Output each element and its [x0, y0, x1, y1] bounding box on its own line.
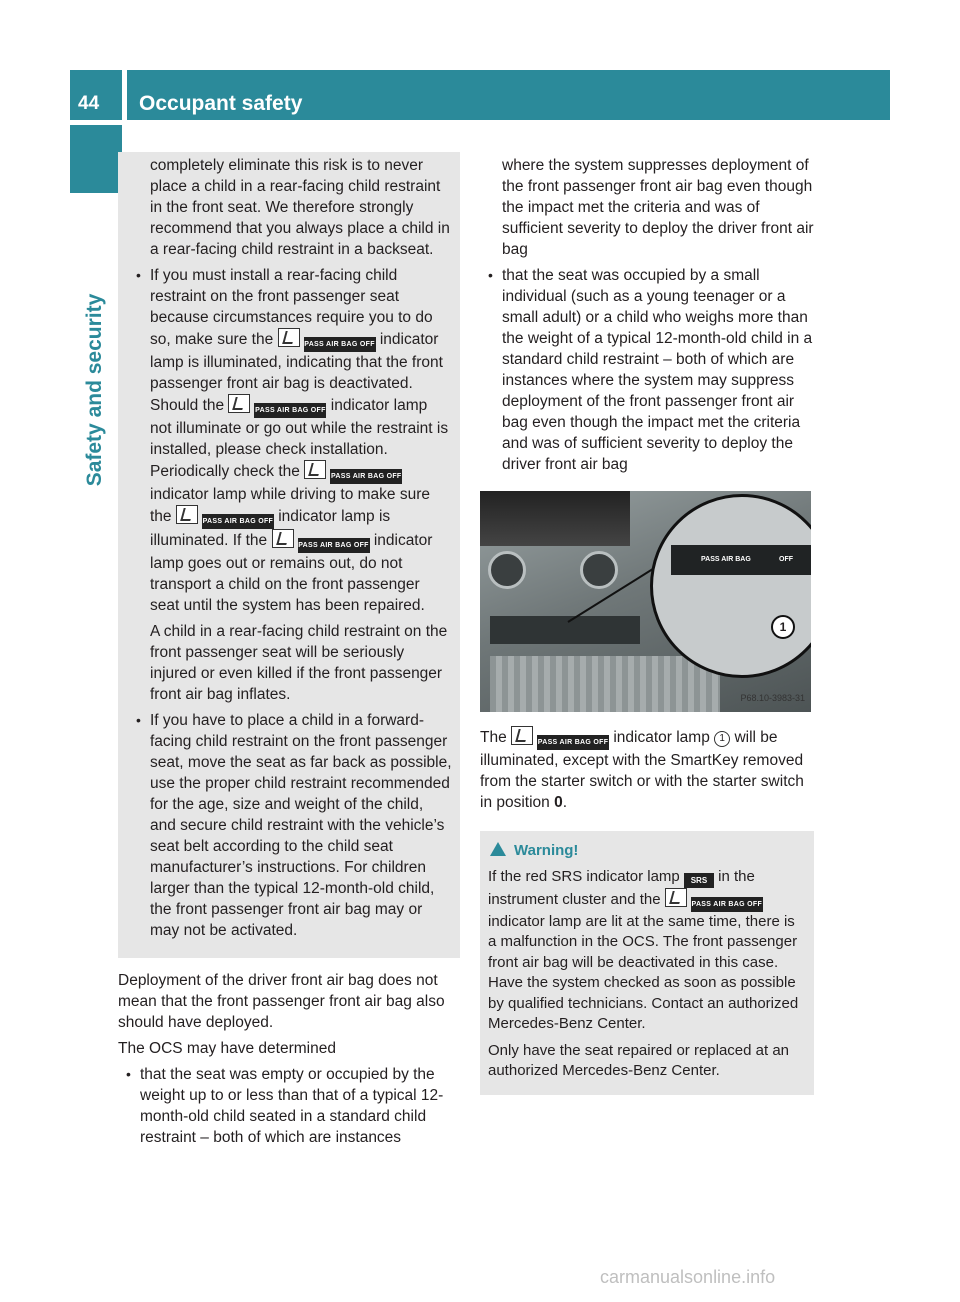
rear-facing-warning-text: A child in a rear-facing child restraint on the front passenger seat will be seriously injured or even killed if the front passenger front air bag inflates.	[150, 623, 448, 703]
warning-box-continued	[118, 152, 460, 958]
figure-pass-air-bag-label: PASS AIR BAG	[701, 556, 751, 563]
left-column	[118, 152, 460, 1153]
pass-air-bag-off-icon: PASS AIR BAG OFF	[304, 337, 376, 352]
seat-belt-child-icon	[665, 888, 687, 907]
pass-air-bag-off-icon: PASS AIR BAG OFF	[330, 469, 402, 484]
text: indicator lamp goes out or remains out, do not transport a child on the front passenger seat until the system has been repaired.	[150, 532, 433, 614]
figure-dial-left	[488, 551, 526, 589]
figure-panel	[671, 545, 811, 575]
callout-1-icon: 1	[714, 731, 730, 747]
seat-belt-child-icon	[278, 328, 300, 347]
srs-icon: SRS	[684, 873, 714, 888]
seat-belt-child-icon	[511, 726, 533, 745]
figure-callout-circle	[650, 494, 811, 678]
text: .	[562, 794, 568, 811]
warning-box	[480, 831, 814, 1095]
text: indicator lamp are lit at the same time, there is a malfunction in the OCS. The front passenger front air bag will be deactivated in this case. Have the system checked as soon as possible by qualified technicians. Contact an authorized Mercedes-Benz Center.	[488, 912, 799, 1032]
text: in the instrument cluster and the	[488, 867, 755, 908]
figure-code: P68.10-3983-31	[740, 693, 805, 703]
text: will be illuminated, except with the SmartKey removed from the starter switch or with the starter switch in position	[480, 729, 804, 811]
section-tab-marker	[70, 125, 122, 193]
section-label	[75, 190, 117, 690]
position-value: 0	[554, 794, 563, 811]
bullet-small-individual: • that the seat was occupied by a small individual (such as a young teenager or a small adult) or a child who weighs more than the weight of a typical 12-month-old child in a standard child restraint – both of which are instances where the system may suppress deployment of the front passenger front air bag even though the impact met the criteria and was of sufficient severity to deploy the driver front air bag	[480, 265, 814, 475]
text: indicator lamp not illuminate or go out while the restraint is installed, please check installation. Periodically check the	[150, 397, 449, 480]
dashboard-figure	[480, 491, 811, 712]
warning-title	[488, 841, 806, 862]
warning-title-text: Warning!	[514, 842, 579, 859]
text: If the red SRS indicator lamp	[488, 867, 680, 885]
bullet-forward-facing: • If you have to place a child in a forward-facing child restraint on the front passenger seat, move the seat as far back as possible, use the proper child restraint recommended for the age, size and weight of the child, and secure child restraint with the vehicle’s seat belt according to the child seat manufacturer’s instructions. For children larger than the typical 12-month-old child, the front passenger front air bag may or may not be activated.	[128, 710, 452, 941]
figure-screen	[480, 491, 630, 546]
warning-text-1	[488, 867, 806, 1035]
figure-floor-mat	[490, 656, 720, 712]
pass-air-bag-off-icon: PASS AIR BAG OFF	[537, 735, 609, 750]
seat-belt-child-icon	[304, 460, 326, 479]
seat-belt-child-icon	[228, 394, 250, 413]
figure-callout-number: 1	[771, 615, 795, 639]
text: indicator lamp is illuminated, indicating that the front passenger front air bag is deactivated. Should the	[150, 331, 443, 414]
seat-belt-child-icon	[176, 505, 198, 524]
text: indicator lamp is illuminated. If the	[150, 508, 391, 549]
figure-button-row	[490, 616, 640, 644]
text: The	[480, 729, 507, 746]
text: If you must install a rear-facing child restraint on the front passenger seat because circumstances require you to do so, make sure the	[150, 267, 433, 348]
continued-paragraph: where the system suppresses deployment of the front passenger front air bag even though the impact met the criteria and was of sufficient severity to deploy the driver front air bag	[502, 157, 814, 258]
warning-continued-text: completely eliminate this risk is to never place a child in a rear-facing child restraint in the front seat. We therefore strongly recommend that you always place a child in a rear-facing child restraint in a backseat.	[150, 157, 450, 258]
seat-belt-child-icon	[272, 529, 294, 548]
figure-dial-right	[580, 551, 618, 589]
pass-air-bag-off-icon: PASS AIR BAG OFF	[254, 403, 326, 418]
bullet-seat-empty: • that the seat was empty or occupied by the weight up to or less than that of a typical 12-month-old child seated in a standard child restraint – both of which are instances	[118, 1064, 460, 1148]
text: indicator lamp	[613, 729, 710, 746]
warning-triangle-icon	[490, 842, 506, 856]
pass-air-bag-off-icon: PASS AIR BAG OFF	[298, 538, 370, 553]
figure-off-label: OFF	[779, 556, 793, 563]
pass-air-bag-off-icon: PASS AIR BAG OFF	[691, 897, 763, 912]
text: indicator lamp while driving to make sure the	[150, 486, 430, 525]
right-column	[480, 155, 814, 1095]
page-number: 44	[70, 70, 122, 120]
warning-text-2: Only have the seat repaired or replaced at an authorized Mercedes-Benz Center.	[488, 1041, 790, 1079]
bullet-rear-facing	[128, 265, 452, 616]
section-label-text: Safety and security	[83, 293, 106, 487]
indicator-paragraph	[480, 726, 814, 813]
ocs-paragraph: The OCS may have determined	[118, 1040, 336, 1057]
deployment-paragraph: Deployment of the driver front air bag does not mean that the front passenger front air bag also should have deployed.	[118, 972, 445, 1031]
watermark: carmanualsonline.info	[600, 1267, 776, 1287]
pass-air-bag-off-icon: PASS AIR BAG OFF	[202, 514, 274, 529]
page-title: Occupant safety	[127, 70, 890, 120]
